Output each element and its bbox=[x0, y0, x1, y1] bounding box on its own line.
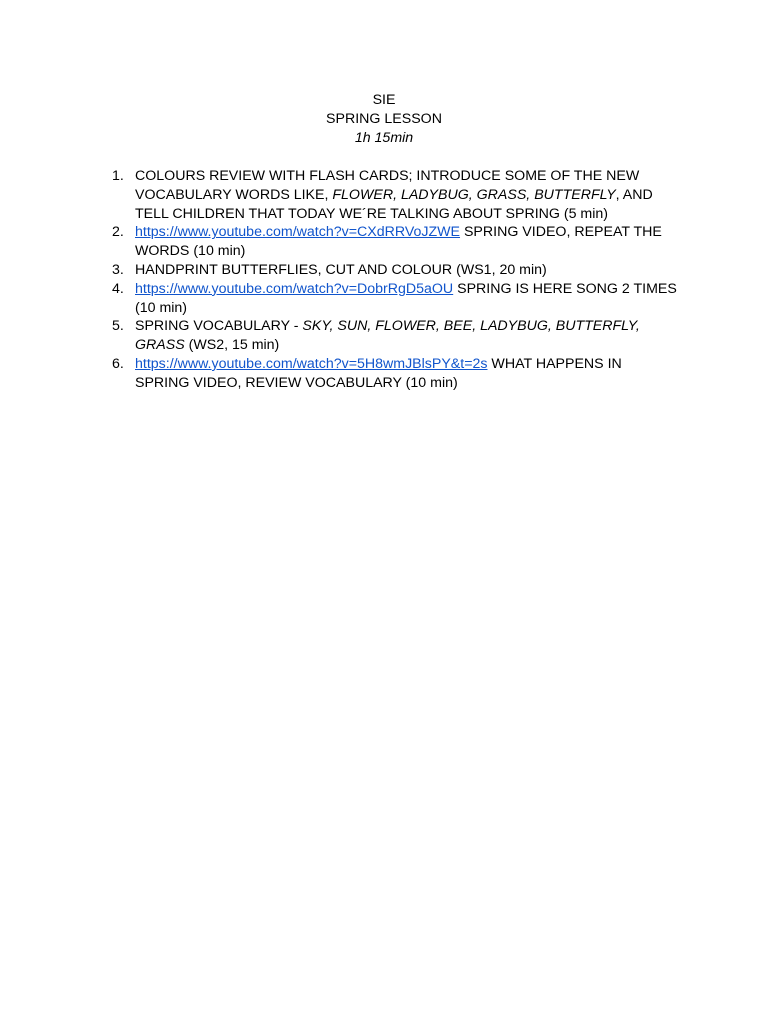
step-number: 2. bbox=[112, 224, 124, 241]
step-text: SPRING VOCABULARY - bbox=[135, 318, 303, 335]
step-text: WHAT HAPPENS IN SPRING VIDEO, REVIEW VOCABULARY (10 min) bbox=[135, 355, 622, 391]
school-code: SIE bbox=[372, 92, 396, 108]
step-vocabulary: SKY, SUN, FLOWER, BEE, LADYBUG, BUTTERFLY, GRASS bbox=[135, 318, 640, 354]
step-text: COLOURS REVIEW WITH FLASH CARDS; INTRODUCE SOME OF THE NEW VOCABULARY WORDS LIKE, bbox=[135, 168, 640, 203]
lesson-step bbox=[0, 167, 768, 223]
song-link[interactable]: https://www.youtube.com/watch?v=DobrRgD5aOU bbox=[135, 280, 454, 297]
lesson-step bbox=[0, 317, 768, 355]
lesson-duration: 1h 15min bbox=[354, 130, 414, 146]
step-number: 1. bbox=[112, 168, 124, 184]
lesson-step bbox=[0, 261, 768, 280]
lesson-step bbox=[0, 223, 768, 261]
video-link[interactable]: https://www.youtube.com/watch?v=5H8wmJBlsPY&t=2s bbox=[135, 355, 488, 372]
step-text: HANDPRINT BUTTERFLIES, CUT AND COLOUR (WS1, 20 min) bbox=[135, 261, 547, 278]
step-number: 6. bbox=[112, 355, 124, 372]
video-link[interactable]: https://www.youtube.com/watch?v=CXdRRVoJZWE bbox=[135, 224, 461, 241]
lesson-title: SPRING LESSON bbox=[326, 111, 442, 127]
step-text-end: , AND TELL CHILDREN THAT TODAY WE´RE TALKING ABOUT SPRING (5 min) bbox=[135, 186, 653, 222]
lesson-steps-list bbox=[0, 167, 768, 393]
step-number: 5. bbox=[112, 318, 124, 335]
lesson-step bbox=[0, 280, 768, 318]
document-header bbox=[0, 91, 768, 148]
step-text-end: (WS2, 15 min) bbox=[184, 337, 280, 354]
step-text: SPRING VIDEO, REPEAT THE WORDS (10 min) bbox=[135, 224, 662, 260]
step-number: 4. bbox=[112, 280, 124, 297]
step-number: 3. bbox=[112, 261, 124, 278]
lesson-step bbox=[0, 355, 768, 393]
step-vocabulary: FLOWER, LADYBUG, GRASS, BUTTERFLY bbox=[332, 186, 616, 203]
step-text: SPRING IS HERE SONG 2 TIMES (10 min) bbox=[135, 280, 677, 316]
